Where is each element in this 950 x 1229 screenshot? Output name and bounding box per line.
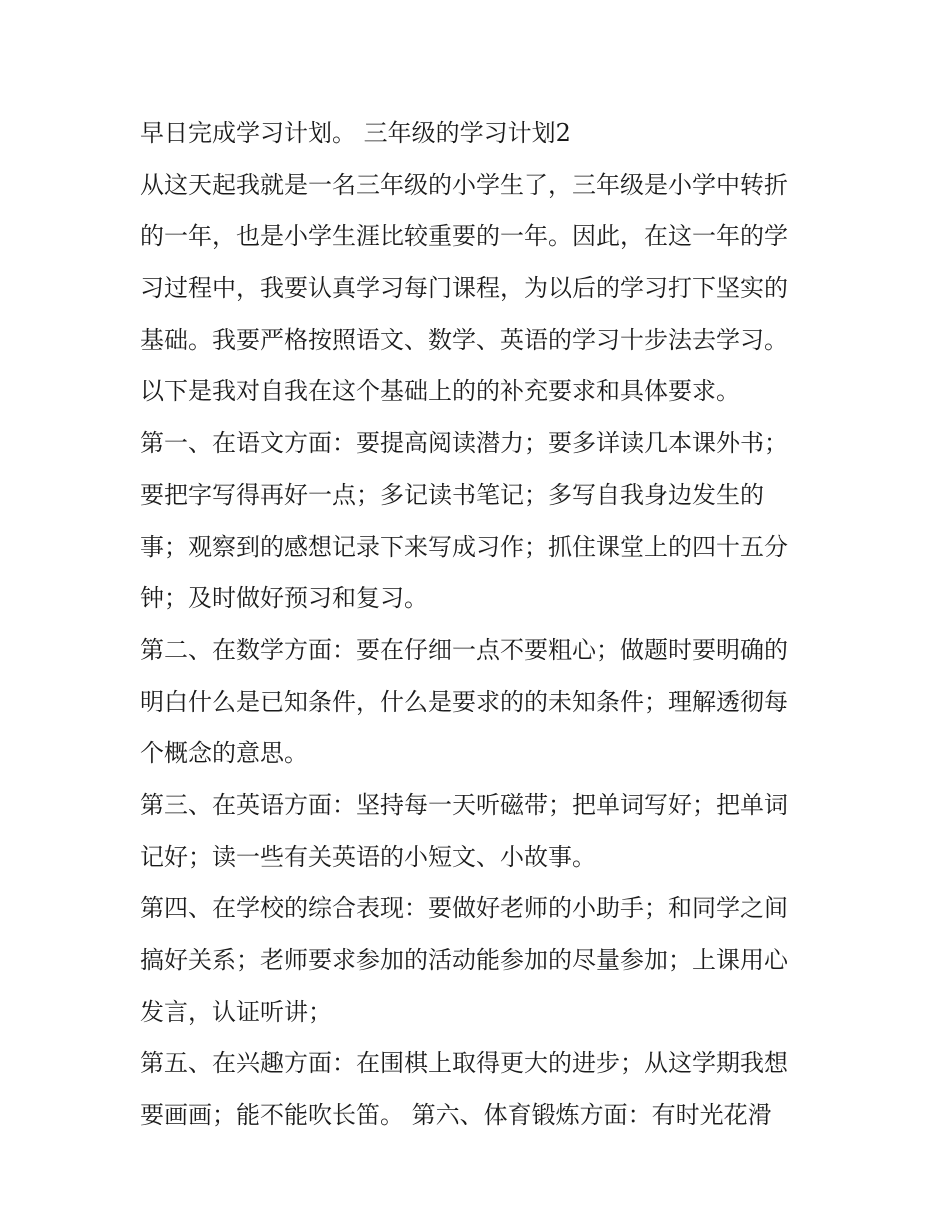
text-line: 发言，认证听讲； bbox=[140, 997, 332, 1026]
text-line: 第四、在学校的综合表现：要做好老师的小助手；和同学之间 bbox=[140, 894, 788, 923]
text-line: 基础。我要严格按照语文、数学、英语的学习十步法去学习。 bbox=[140, 325, 788, 354]
text-line: 记好；读一些有关英语的小短文、小故事。 bbox=[140, 842, 596, 871]
text-line: 第三、在英语方面：坚持每一天听磁带；把单词写好；把单词 bbox=[140, 790, 788, 819]
text-line: 要画画；能不能吹长笛。 第六、体育锻炼方面：有时光花滑 bbox=[140, 1101, 772, 1130]
text-line: 以下是我对自我在这个基础上的的补充要求和具体要求。 bbox=[140, 377, 740, 406]
text-line: 习过程中，我要认真学习每门课程，为以后的学习打下坚实的 bbox=[140, 274, 788, 303]
text-line: 事；观察到的感想记录下来写成习作；抓住课堂上的四十五分 bbox=[140, 532, 788, 561]
text-line: 从这天起我就是一名三年级的小学生了，三年级是小学中转折 bbox=[140, 170, 788, 199]
text-line: 明白什么是已知条件，什么是要求的的未知条件；理解透彻每 bbox=[140, 687, 788, 716]
text-line: 第一、在语文方面：要提高阅读潜力；要多详读几本课外书； bbox=[140, 429, 788, 458]
document-body bbox=[140, 108, 820, 1142]
text-line: 钟；及时做好预习和复习。 bbox=[140, 584, 428, 613]
text-line: 第五、在兴趣方面：在围棋上取得更大的进步；从这学期我想 bbox=[140, 1049, 788, 1078]
text-line: 的一年，也是小学生涯比较重要的一年。因此，在这一年的学 bbox=[140, 222, 788, 251]
text-line: 第二、在数学方面：要在仔细一点不要粗心；做题时要明确的 bbox=[140, 635, 788, 664]
text-line: 早日完成学习计划。 三年级的学习计划2 bbox=[140, 119, 571, 147]
text-line: 搞好关系；老师要求参加的活动能参加的尽量参加；上课用心 bbox=[140, 946, 788, 974]
text-line: 个概念的意思。 bbox=[140, 739, 308, 768]
text-line: 要把字写得再好一点；多记读书笔记；多写自我身边发生的 bbox=[140, 480, 764, 509]
